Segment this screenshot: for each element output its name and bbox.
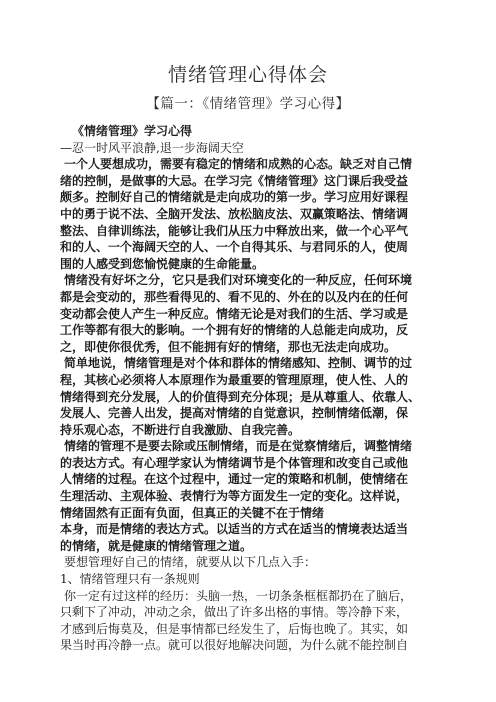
- text-line: 中的勇于说不法、全脑开发法、放松脑皮法、双赢策略法、情绪调: [60, 206, 409, 221]
- text-line: 《情绪管理》学习心得: [72, 124, 193, 138]
- document-subtitle: 【篇一：《情绪管理》学习心得】: [146, 96, 350, 112]
- text-line: 发展人、完善人出发，提高对情绪的自觉意识，控制情绪低潮，保: [60, 406, 409, 421]
- text-line: 人情绪的过程。在这个过程中，通过一定的策略和机制，使情绪在: [60, 472, 409, 487]
- text-line: 都是会变动的，那些看得见的、看不见的、外在的以及内在的任何: [60, 289, 409, 304]
- text-line: 之，即使你很优秀，但不能拥有好的情绪，那也无法走向成功。: [60, 339, 397, 354]
- text-line: 一个人要想成功，需要有稳定的情绪和成熟的心态。缺乏对自己情: [64, 157, 413, 172]
- text-line: 要想管理好自己的情绪，就要从以下几点入手：: [64, 555, 317, 570]
- text-line: —忍一时风平浪静,退一步海阔天空: [60, 140, 244, 155]
- text-line: 1、情绪管理只有一条规则: [60, 572, 200, 587]
- text-line: 围的人感受到您愉悦健康的生命能量。: [60, 256, 265, 271]
- text-line: 简单地说，情绪管理是对个体和群体的情绪感知、控制、调节的过: [64, 356, 413, 371]
- text-line: 的情绪，就是健康的情绪管理之道。: [60, 538, 253, 553]
- text-line: 颇多。控制好自己的情绪就是走向成功的第一步。学习应用好课程: [60, 190, 409, 205]
- text-line: 情绪没有好坏之分，它只是我们对环境变化的一种反应，任何环境: [64, 273, 413, 288]
- text-line: 果当时再冷静一点。就可以很好地解决问题，为什么就不能控制自: [60, 638, 409, 653]
- document-body: [60, 123, 446, 654]
- text-line: 情绪固然有正面有负面，但真正的关键不在于情绪: [60, 505, 325, 520]
- document-title: 情绪管理心得体会: [167, 64, 328, 86]
- text-line: 情绪的管理不是要去除或压制情绪，而是在觉察情绪后，调整情绪: [64, 439, 413, 454]
- text-line: 整法、自律训练法，能够让我们从压力中释放出来，做一个心平气: [60, 223, 409, 238]
- text-line: 持乐观心态，不断进行自我激励、自我完善。: [60, 422, 301, 437]
- text-line: 你一定有过这样的经历：头脑一热，一切条条框框都扔在了脑后，: [64, 588, 413, 603]
- text-line: 程，其核心必须将人本原理作为最重要的管理原理，使人性、人的: [60, 372, 409, 387]
- text-line: 情绪得到充分发展，人的价值得到充分体现；是从尊重人、依靠人、: [60, 389, 421, 404]
- text-line: 绪的控制，是做事的大忌。在学习完《情绪管理》这门课后我受益: [60, 173, 409, 188]
- text-line: 本身，而是情绪的表达方式。以适当的方式在适当的情境表达适当: [60, 522, 409, 537]
- text-line: 的表达方式。有心理学家认为情绪调节是个体管理和改变自己或他: [60, 455, 409, 470]
- text-line: 变动都会使人产生一种反应。情绪无论是对我们的生活、学习或是: [60, 306, 409, 321]
- text-line: 工作等都有很大的影响。一个拥有好的情绪的人总能走向成功，反: [60, 323, 409, 338]
- text-line: 只剩下了冲动，冲动之余，做出了许多出格的事情。等冷静下来，: [60, 605, 409, 620]
- text-line: 才感到后悔莫及，但是事情都已经发生了，后悔也晚了。其实，如: [60, 621, 409, 636]
- text-line: 和的人、一个海阔天空的人、一个自得其乐、与君同乐的人，使周: [60, 240, 409, 255]
- text-line: 生理活动、主观体验、表情行为等方面发生一定的变化。这样说，: [60, 489, 409, 504]
